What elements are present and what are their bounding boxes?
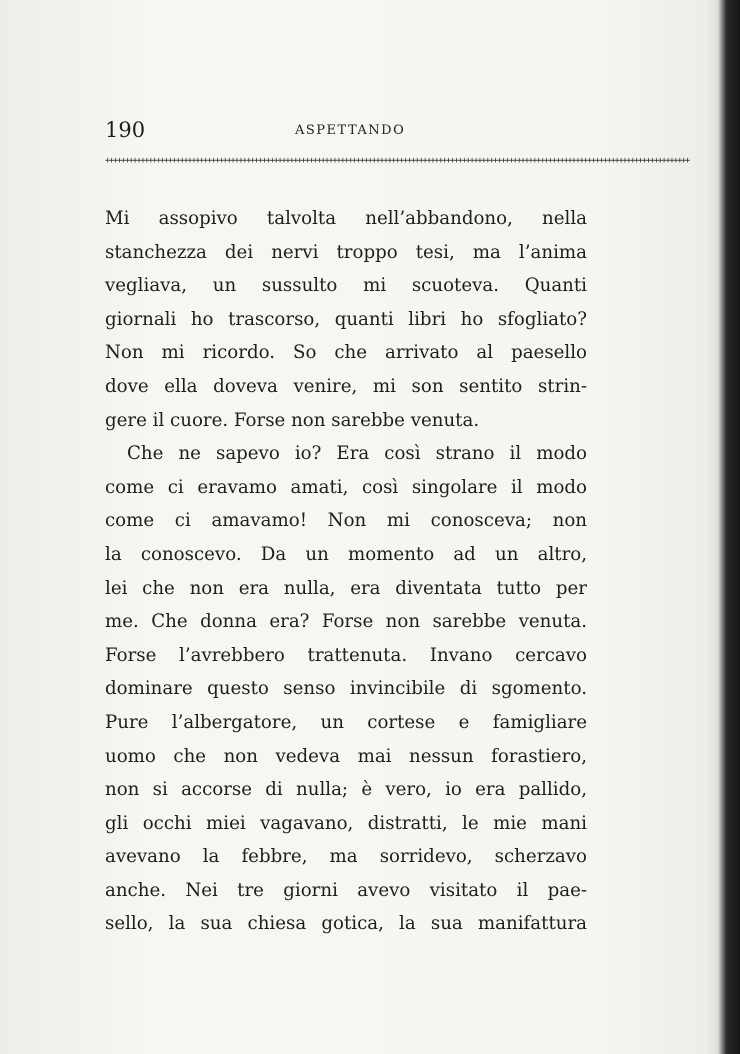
running-title: ASPETTANDO <box>295 123 406 138</box>
text-line: Che ne sapevo io? Era così strano il modo <box>127 443 587 465</box>
text-line: uomo che non vedeva mai nessun forastiero, <box>105 745 587 767</box>
text-line: vegliava, un sussulto mi scuoteva. Quanti <box>105 275 587 297</box>
text-line: la conoscevo. Da un momento ad un altro, <box>105 543 587 565</box>
text-line: Mi assopivo talvolta nell’abbandono, nella <box>105 208 587 229</box>
text-line: avevano la febbre, ma sorridevo, scherzavo <box>105 846 587 868</box>
text-line: come ci eravamo amati, così singolare il modo <box>105 476 587 498</box>
text-line: lei che non era nulla, era diventata tutto per <box>105 577 587 599</box>
text-line: dove ella doveva venire, mi son sentito strin- <box>105 375 587 397</box>
text-line: me. Che donna era? Forse non sarebbe venuta. <box>105 611 587 633</box>
ornamental-rule: +++++++++++++++++++++++++++++++++++++++++++++++++++++++++++++++++++++++++++++++++++++++++++++++++++++++++++++++++++++++++++++++++++++++++++++++++++++ <box>105 156 689 166</box>
text-line: non si accorse di nulla; è vero, io era pallido, <box>105 779 587 801</box>
text-line: gere il cuore. Forse non sarebbe venuta. <box>105 409 480 431</box>
text-line: Pure l’albergatore, un cortese e famigliare <box>105 711 587 733</box>
running-head <box>105 116 587 148</box>
text-line: sello, la sua chiesa gotica, la sua manifattura <box>105 913 587 935</box>
text-line: stanchezza dei nervi troppo tesi, ma l’anima <box>105 241 587 263</box>
body-text <box>105 202 587 941</box>
text-line: gli occhi miei vagavano, distratti, le mie mani <box>105 812 587 834</box>
text-line: come ci amavamo! Non mi conosceva; non <box>105 510 587 532</box>
text-line: giornali ho trascorso, quanti libri ho sfogliato? <box>105 308 587 330</box>
text-line: Non mi ricordo. So che arrivato al paesello <box>105 342 587 364</box>
page-number: 190 <box>105 118 146 142</box>
text-line: dominare questo senso invincibile di sgomento. <box>105 678 587 700</box>
text-line: Forse l’avrebbero trattenuta. Invano cercavo <box>105 644 587 666</box>
binding-edge <box>706 0 740 1054</box>
text-line: anche. Nei tre giorni avevo visitato il pae- <box>105 879 587 901</box>
